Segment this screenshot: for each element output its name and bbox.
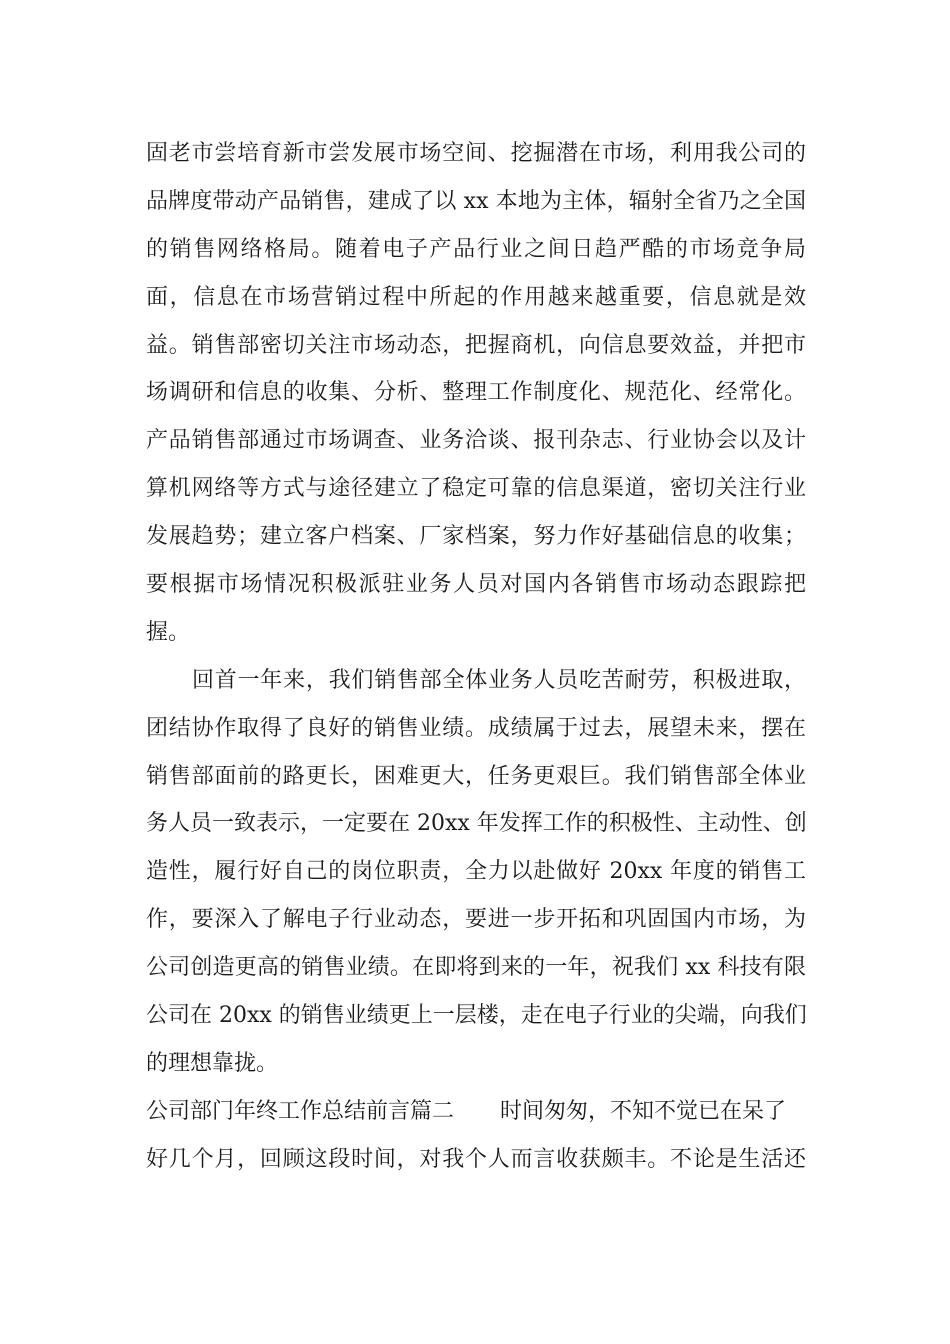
section-first-line: 时间匆匆，不知不觉已在呆了 [500, 1098, 787, 1124]
text-line: 握。 [146, 619, 191, 645]
text-line: 要根据市场情况积极派驻业务人员对国内各销售市场动态跟踪把 [146, 572, 806, 598]
text-line: 好几个月，回顾这段时间，对我个人而言收获颇丰。不论是生活还 [146, 1146, 806, 1172]
text-line: 销售部面前的路更长，困难更大，任务更艰巨。我们销售部全体业 [146, 763, 806, 789]
text-line: 产品销售部通过市场调查、业务洽谈、报刊杂志、行业协会以及计 [146, 428, 806, 454]
text-line: 公司创造更高的销售业绩。在即将到来的一年，祝我们 xx 科技有限 [146, 955, 806, 981]
paragraph-2 [146, 657, 806, 1088]
paragraph-1 [146, 130, 806, 657]
text-line: 回首一年来，我们销售部全体业务人员吃苦耐劳，积极进取， [192, 667, 806, 693]
text-line: 发展趋势；建立客户档案、厂家档案，努力作好基础信息的收集； [146, 524, 806, 550]
text-line: 面，信息在市场营销过程中所起的作用越来越重要，信息就是效 [146, 284, 806, 310]
text-line: 的理想靠拢。 [146, 1050, 279, 1076]
text-line: 团结协作取得了良好的销售业绩。成绩属于过去，展望未来，摆在 [146, 715, 806, 741]
section-heading: 公司部门年终工作总结前言篇二 [146, 1098, 455, 1124]
text-line: 场调研和信息的收集、分析、整理工作制度化、规范化、经常化。 [146, 380, 806, 406]
section-two [146, 1088, 806, 1184]
text-line: 算机网络等方式与途径建立了稳定可靠的信息渠道，密切关注行业 [146, 476, 806, 502]
section-heading-line [146, 1088, 806, 1136]
text-line: 品牌度带动产品销售，建成了以 xx 本地为主体，辐射全省乃之全国 [146, 188, 806, 214]
document-body [146, 130, 806, 1184]
text-line: 务人员一致表示，一定要在 20xx 年发挥工作的积极性、主动性、创 [146, 811, 807, 837]
text-line: 造性，履行好自己的岗位职责，全力以赴做好 20xx 年度的销售工 [146, 859, 806, 885]
text-line: 公司在 20xx 的销售业绩更上一层楼，走在电子行业的尖端，向我们 [146, 1003, 807, 1029]
text-line: 益。销售部密切关注市场动态，把握商机，向信息要效益，并把市 [146, 332, 806, 358]
text-line: 固老市尝培育新市尝发展市场空间、挖掘潜在市场，利用我公司的 [146, 141, 806, 166]
text-line: 作，要深入了解电子行业动态，要进一步开拓和巩固国内市场，为 [146, 907, 806, 933]
text-line: 的销售网络格局。随着电子产品行业之间日趋严酷的市场竞争局 [146, 236, 806, 262]
